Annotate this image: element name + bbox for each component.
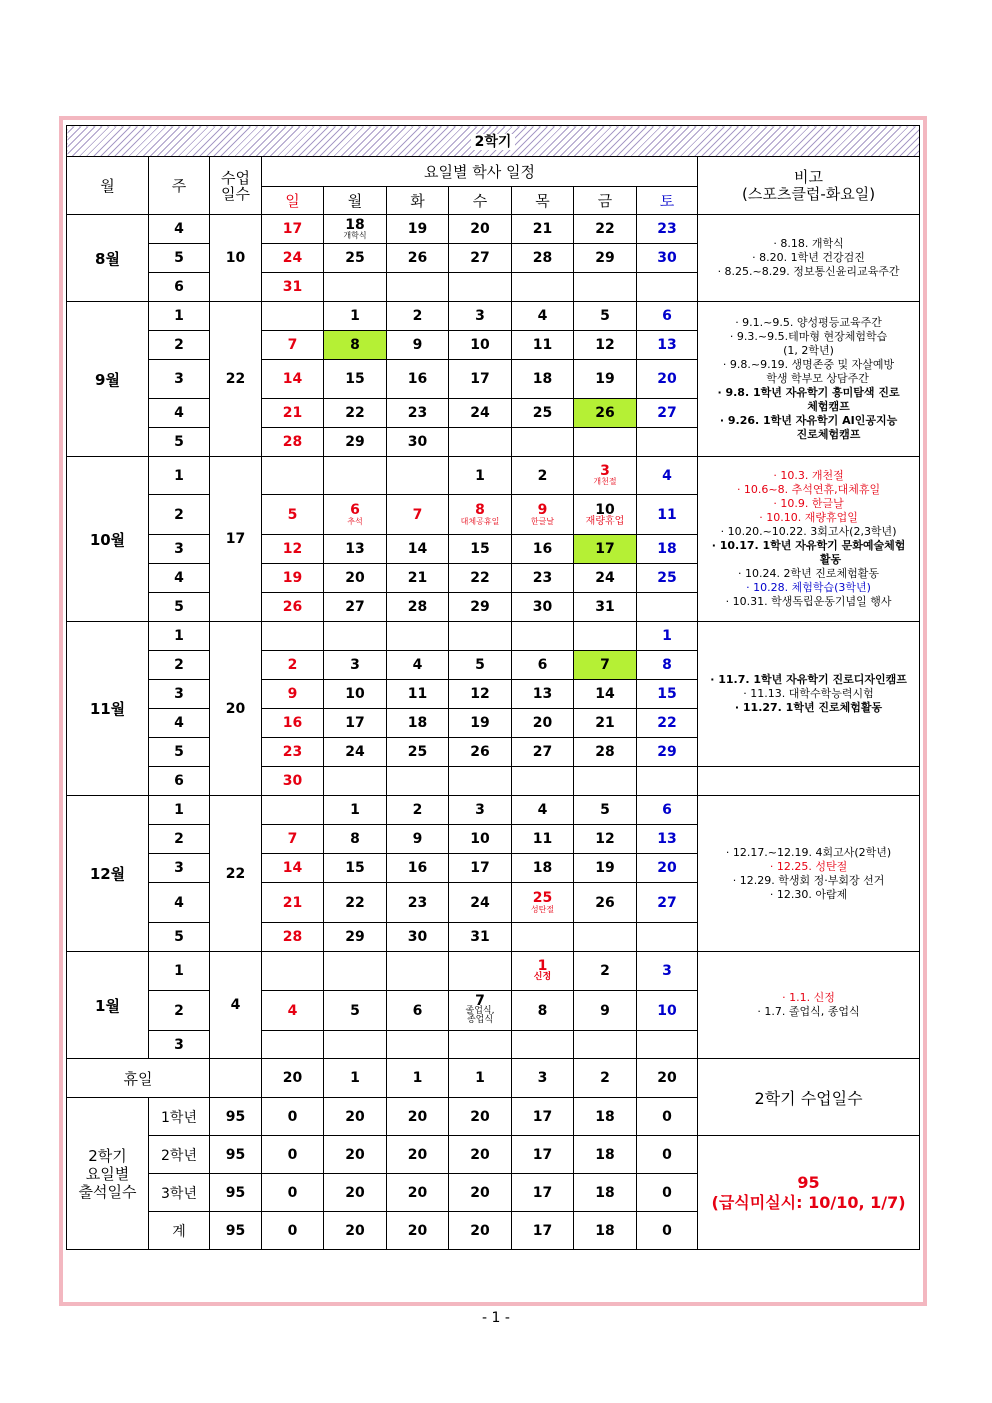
event-label: 종업식 bbox=[466, 1015, 494, 1025]
semester-total bbox=[698, 1136, 920, 1250]
note-line: · 11.7. 1학년 자유학기 진로디자인캠프 bbox=[710, 673, 907, 686]
week-number: 4 bbox=[149, 709, 210, 738]
week-number: 3 bbox=[149, 854, 210, 883]
week-row: 12월 1 22 1 2 3 4 5 6 · 12.17.~12.19. 4회고사(2학년) · 12.25. 성탄절 · 12.29. 학생회 정·부회장 선거 · 12.30. 아람제 bbox=[67, 796, 920, 825]
highlighted-day: 7 bbox=[574, 651, 637, 680]
class-days: 22 bbox=[210, 302, 262, 457]
note-line: · 10.17. 1학년 자유학기 문화예술체험 bbox=[711, 539, 906, 552]
attendance-value: 20 bbox=[324, 1098, 387, 1136]
event-label: 신정 bbox=[533, 972, 552, 982]
header-notes: 비고 (스포츠클럽-화요일) bbox=[698, 157, 920, 215]
event-label: 한글날 bbox=[530, 516, 555, 526]
attendance-value: 20 bbox=[324, 1174, 387, 1212]
holiday-count: 20 bbox=[262, 1059, 324, 1098]
note-line: · 9.8.~9.19. 생명존중 및 자살예방 bbox=[722, 358, 895, 371]
note-line: · 10.20.~10.22. 3회고사(2,3학년) bbox=[720, 525, 897, 538]
holiday-count: 3 bbox=[512, 1059, 574, 1098]
week-number: 5 bbox=[149, 923, 210, 952]
holiday-count: 20 bbox=[637, 1059, 698, 1098]
note-line: · 10.24. 2학년 진로체험활동 bbox=[738, 567, 880, 580]
week-number: 3 bbox=[149, 535, 210, 564]
note-line: · 12.30. 아람제 bbox=[769, 887, 848, 901]
week-row: 4 21 22 23 24 25 26 27 bbox=[67, 399, 920, 428]
attendance-value: 17 bbox=[512, 1212, 574, 1250]
weekday-fri: 금 bbox=[574, 187, 637, 215]
weekday-sat: 토 bbox=[637, 187, 698, 215]
notes-nov bbox=[698, 622, 920, 767]
attendance-value: 20 bbox=[449, 1212, 512, 1250]
header-month: 월 bbox=[67, 157, 149, 215]
attendance-value: 20 bbox=[387, 1174, 449, 1212]
week-number: 2 bbox=[149, 991, 210, 1031]
weekday-wed: 수 bbox=[449, 187, 512, 215]
weekday-tue: 화 bbox=[387, 187, 449, 215]
grade-days: 95 bbox=[210, 1212, 262, 1250]
notes-aug bbox=[698, 215, 920, 302]
note-line: · 10.31. 학생독립운동기념일 행사 bbox=[725, 595, 892, 608]
attendance-value: 18 bbox=[574, 1174, 637, 1212]
note-line: 학생 학부모 상담주간 bbox=[766, 372, 869, 385]
week-number: 5 bbox=[149, 428, 210, 457]
grade-label: 3학년 bbox=[149, 1174, 210, 1212]
class-days: 17 bbox=[210, 457, 262, 622]
weekday-thu: 목 bbox=[512, 187, 574, 215]
lunch-note: (급식미실시: 10/10, 1/7) bbox=[711, 1192, 906, 1212]
note-line: 활동 bbox=[819, 553, 842, 566]
week-row: 2 7 8 9 10 11 12 13 bbox=[67, 825, 920, 854]
semester-title: 2학기 bbox=[471, 134, 516, 150]
week-row: 5 28 29 30 31 bbox=[67, 923, 920, 952]
week-row: 2 2 3 4 5 6 7 8 bbox=[67, 651, 920, 680]
week-row: 1월 1 4 1 신정 2 3 · 1.1. 신정 · 1.7. 졸업식, 종업식 bbox=[67, 952, 920, 991]
attendance-value: 20 bbox=[324, 1136, 387, 1174]
attendance-value: 20 bbox=[387, 1136, 449, 1174]
attendance-value: 0 bbox=[262, 1174, 324, 1212]
header-schedule: 요일별 학사 일정 bbox=[262, 157, 698, 187]
month-label: 8월 bbox=[67, 215, 149, 302]
week-row: 5 28 29 30 bbox=[67, 428, 920, 457]
highlighted-day: 17 bbox=[574, 535, 637, 564]
week-number: 4 bbox=[149, 564, 210, 593]
note-line: (1, 2학년) bbox=[783, 344, 834, 357]
week-row: 9월 1 22 1 2 3 4 5 6 · 9.1.~9.5. 양성평등교육주간 · 9.3.~9.5.테마형 현장체험학습 (1, 2학년) · 9.8.~9.19. 생명존중 및 자살예방 학생 학부모 상담주간 · 9.8. 1학년 자유학기 흥미탐색 진로 체험캠프 · 9.26. 1학년 자유학기 AI인공지능 진로체험캠프 bbox=[67, 302, 920, 331]
event-label: 대체공휴일 bbox=[460, 516, 500, 526]
attendance-value: 17 bbox=[512, 1174, 574, 1212]
event-label: 추석 bbox=[347, 516, 363, 526]
holiday-count: 1 bbox=[387, 1059, 449, 1098]
week-row: 5 23 24 25 26 27 28 29 bbox=[67, 738, 920, 767]
week-number: 3 bbox=[149, 360, 210, 399]
attendance-value: 20 bbox=[449, 1136, 512, 1174]
week-number: 6 bbox=[149, 273, 210, 302]
class-days: 10 bbox=[210, 215, 262, 302]
note-line: · 9.8. 1학년 자유학기 흥미탐색 진로 bbox=[717, 386, 900, 399]
attendance-value: 0 bbox=[262, 1098, 324, 1136]
week-number: 1 bbox=[149, 622, 210, 651]
note-line: · 9.26. 1학년 자유학기 AI인공지능 bbox=[719, 414, 898, 427]
grade-label: 2학년 bbox=[149, 1136, 210, 1174]
notes-sep bbox=[698, 302, 920, 457]
attendance-value: 18 bbox=[574, 1098, 637, 1136]
notes-dec bbox=[698, 796, 920, 952]
week-number: 4 bbox=[149, 883, 210, 923]
attendance-value: 0 bbox=[262, 1136, 324, 1174]
note-line: · 8.18. 개학식 bbox=[773, 237, 844, 250]
month-label: 12월 bbox=[67, 796, 149, 952]
event-label: 개천절 bbox=[593, 477, 617, 486]
attendance-value: 20 bbox=[387, 1098, 449, 1136]
week-number: 3 bbox=[149, 680, 210, 709]
attendance-value: 0 bbox=[637, 1174, 698, 1212]
month-label: 11월 bbox=[67, 622, 149, 796]
grade-days: 95 bbox=[210, 1174, 262, 1212]
note-line: 진로체험캠프 bbox=[796, 428, 861, 441]
week-row: 6 30 bbox=[67, 767, 920, 796]
week-number: 3 bbox=[149, 1031, 210, 1059]
note-line: · 10.10. 재량휴업일 bbox=[759, 511, 858, 524]
highlighted-day: 8 bbox=[324, 331, 387, 360]
week-row: 4 21 22 23 24 25 성탄절 26 27 bbox=[67, 883, 920, 923]
holiday-label: 휴일 bbox=[67, 1059, 210, 1098]
grade-days: 95 bbox=[210, 1098, 262, 1136]
note-line: · 10.9. 한글날 bbox=[773, 497, 844, 510]
week-number: 1 bbox=[149, 457, 210, 495]
week-number: 1 bbox=[149, 796, 210, 825]
week-number: 2 bbox=[149, 825, 210, 854]
class-days: 4 bbox=[210, 952, 262, 1059]
holiday-row bbox=[67, 1059, 920, 1098]
week-number: 1 bbox=[149, 952, 210, 991]
week-row: 3 12 13 14 15 16 17 18 bbox=[67, 535, 920, 564]
week-row: 2 4 5 6 7 졸업식, 종업식 8 9 10 bbox=[67, 991, 920, 1031]
week-row: 8월 4 10 17 18 개학식 19 20 21 22 23 · 8.18. 개학식 · 8.20. 1학년 건강검진 · 8.25.~8.29. 정보통신윤리교육주간 bbox=[67, 215, 920, 244]
week-row: 10월 1 17 1 2 3 개천절 4 · 10.3. 개천절 · 10.6~8. 추석연휴,대체휴일 · 10.9. 한글날 · 10.10. 재량휴업일 · 10.20.~10.22. 3회고사(2,3학년) · 10.17. 1학년 자유학기 문화예술체험 활동 · 10.24. 2학년 진로체험활동 · 10.28. 체험학습(3학년) · 10.31. 학생독립운동기념일 행사 bbox=[67, 457, 920, 495]
note-line: · 11.13. 대학수학능력시험 bbox=[743, 687, 874, 700]
event-label: 졸업식, bbox=[465, 1006, 495, 1016]
week-number: 2 bbox=[149, 495, 210, 535]
attendance-value: 0 bbox=[262, 1212, 324, 1250]
attendance-value: 18 bbox=[574, 1136, 637, 1174]
semester-days-label: 2학기 수업일수 bbox=[698, 1059, 920, 1136]
week-row: 2 5 6 추석 7 8 대체공휴일 9 한글날 10 재량휴업 11 bbox=[67, 495, 920, 535]
attendance-value: 20 bbox=[324, 1212, 387, 1250]
week-number: 2 bbox=[149, 331, 210, 360]
week-row: 3 9 10 11 12 13 14 15 bbox=[67, 680, 920, 709]
event-label: 재량휴업 bbox=[585, 516, 625, 527]
week-row: 3 14 15 16 17 18 19 20 bbox=[67, 360, 920, 399]
month-label: 9월 bbox=[67, 302, 149, 457]
note-line: · 1.1. 신정 bbox=[782, 991, 835, 1004]
week-number: 6 bbox=[149, 767, 210, 796]
week-number: 5 bbox=[149, 244, 210, 273]
note-line: · 9.3.~9.5.테마형 현장체험학습 bbox=[729, 330, 888, 343]
header-days-count: 수업 일수 bbox=[210, 157, 262, 215]
attendance-value: 17 bbox=[512, 1098, 574, 1136]
attendance-value: 18 bbox=[574, 1212, 637, 1250]
week-row: 11월 1 20 1 · 11.7. 1학년 자유학기 진로디자인캠프 · 11.13. 대학수학능력시험 · 11.27. 1학년 진로체험활동 bbox=[67, 622, 920, 651]
weekday-sun: 일 bbox=[262, 187, 324, 215]
week-number: 1 bbox=[149, 302, 210, 331]
highlighted-day: 26 bbox=[574, 399, 637, 428]
attendance-value: 0 bbox=[637, 1098, 698, 1136]
week-number: 2 bbox=[149, 651, 210, 680]
notes-oct bbox=[698, 457, 920, 622]
month-label: 1월 bbox=[67, 952, 149, 1059]
week-row: 4 16 17 18 19 20 21 22 bbox=[67, 709, 920, 738]
note-line: · 9.1.~9.5. 양성평등교육주간 bbox=[735, 316, 882, 329]
week-number: 5 bbox=[149, 593, 210, 622]
week-row: 6 31 bbox=[67, 273, 920, 302]
grade-label: 1학년 bbox=[149, 1098, 210, 1136]
attendance-value: 20 bbox=[387, 1212, 449, 1250]
attendance-value: 20 bbox=[449, 1098, 512, 1136]
week-row: 2 7 8 9 10 11 12 13 bbox=[67, 331, 920, 360]
attendance-value: 20 bbox=[449, 1174, 512, 1212]
note-line: · 1.7. 졸업식, 종업식 bbox=[757, 1005, 860, 1018]
note-line: · 10.3. 개천절 bbox=[773, 469, 844, 482]
note-line: · 12.25. 성탄절 bbox=[769, 859, 848, 873]
note-line: · 11.27. 1학년 진로체험활동 bbox=[734, 701, 883, 714]
attendance-label: 2학기 요일별 출석일수 bbox=[67, 1098, 149, 1250]
note-line: 체험캠프 bbox=[807, 400, 850, 413]
week-number: 5 bbox=[149, 738, 210, 767]
note-line: · 8.25.~8.29. 정보통신윤리교육주간 bbox=[717, 265, 900, 278]
attendance-value: 17 bbox=[512, 1136, 574, 1174]
week-row: 3 14 15 16 17 18 19 20 bbox=[67, 854, 920, 883]
week-row: 5 26 27 28 29 30 31 bbox=[67, 593, 920, 622]
holiday-count: 2 bbox=[574, 1059, 637, 1098]
class-days: 20 bbox=[210, 622, 262, 796]
page-number: - 1 - bbox=[482, 1310, 510, 1326]
note-line: · 8.20. 1학년 건강검진 bbox=[752, 251, 865, 264]
event-label: 개학식 bbox=[343, 230, 367, 240]
month-label: 10월 bbox=[67, 457, 149, 622]
week-number: 4 bbox=[149, 399, 210, 428]
attendance-value: 0 bbox=[637, 1212, 698, 1250]
weekday-mon: 월 bbox=[324, 187, 387, 215]
academic-calendar-table bbox=[66, 125, 920, 1250]
grade-days: 95 bbox=[210, 1136, 262, 1174]
note-line: · 10.6~8. 추석연휴,대체휴일 bbox=[736, 483, 881, 496]
grade-label: 계 bbox=[149, 1212, 210, 1250]
note-line: · 12.17.~12.19. 4회고사(2학년) bbox=[725, 845, 892, 859]
week-row: 5 24 25 26 27 28 29 30 bbox=[67, 244, 920, 273]
week-number: 4 bbox=[149, 215, 210, 244]
total-days: 95 bbox=[797, 1172, 820, 1192]
header-week: 주 bbox=[149, 157, 210, 215]
holiday-count: 1 bbox=[324, 1059, 387, 1098]
title-row bbox=[67, 126, 920, 157]
class-days: 22 bbox=[210, 796, 262, 952]
note-line: · 12.29. 학생회 정·부회장 선거 bbox=[732, 873, 885, 887]
week-row: 4 19 20 21 22 23 24 25 bbox=[67, 564, 920, 593]
notes-jan bbox=[698, 952, 920, 1059]
attendance-value: 0 bbox=[637, 1136, 698, 1174]
attendance-row bbox=[67, 1136, 920, 1174]
event-label: 성탄절 bbox=[530, 904, 555, 914]
note-line: · 10.28. 체험학습(3학년) bbox=[746, 581, 871, 594]
holiday-count: 1 bbox=[449, 1059, 512, 1098]
